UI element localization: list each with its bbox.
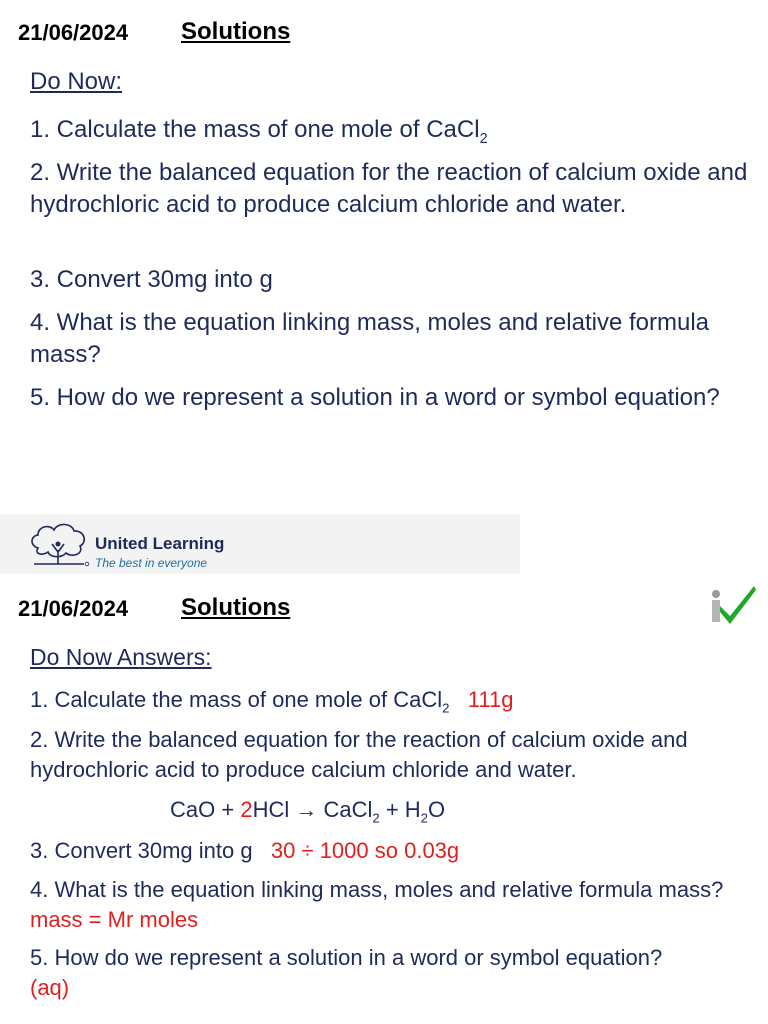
question-5: 5. How do we represent a solution in a word or symbol equation?	[30, 384, 720, 411]
slide2-title: Solutions	[181, 594, 291, 621]
question-1	[30, 114, 750, 146]
logo-name: United Learning	[95, 534, 225, 553]
slide1-date: 21/06/2024	[18, 20, 129, 45]
slide2-date: 21/06/2024	[18, 596, 129, 621]
answer-4-value: mass = Mr moles	[30, 907, 199, 932]
equation-subscript-2: 2	[420, 810, 429, 826]
checkmark-icon	[706, 582, 758, 626]
question-1-subscript: 2	[479, 130, 488, 147]
logo-strip	[0, 514, 520, 574]
answer-5-text: 5. How do we represent a solution in a word or symbol equation?	[30, 945, 663, 970]
answer-5	[30, 943, 670, 1003]
answer-1-text: 1. Calculate the mass of one mole of CaCl	[30, 687, 443, 712]
logo-tagline: The best in everyone	[95, 556, 208, 570]
tree-logo-icon	[28, 520, 92, 572]
equation-h: + H	[379, 797, 421, 822]
answer-3-value: 30 ÷ 1000 so 0.03g	[270, 838, 460, 863]
answer-3-text: 3. Convert 30mg into g	[30, 838, 253, 863]
answers-heading: Do Now Answers:	[30, 644, 212, 670]
slide1-title: Solutions	[181, 18, 291, 45]
question-2: 2. Write the balanced equation for the reaction of calcium oxide and hydrochloric acid to produce calcium chloride and water.	[30, 159, 748, 218]
question-3: 3. Convert 30mg into g	[30, 266, 273, 293]
answer-1-subscript: 2	[442, 700, 450, 716]
equation-coefficient: 2	[240, 797, 253, 822]
equation-cao: CaO +	[170, 797, 241, 822]
answer-4-text: 4. What is the equation linking mass, moles and relative formula mass?	[30, 877, 724, 902]
equation-o: O	[428, 797, 446, 822]
answer-1-value: 111g	[467, 687, 514, 712]
question-1-text: 1. Calculate the mass of one mole of CaCl	[30, 116, 480, 143]
balanced-equation	[170, 795, 445, 825]
do-now-heading: Do Now:	[30, 68, 123, 95]
equation-subscript-1: 2	[372, 810, 380, 826]
answer-4	[30, 875, 745, 935]
answer-3	[30, 836, 750, 866]
answer-2: 2. Write the balanced equation for the reaction of calcium oxide and hydrochloric acid to produce calcium chloride and water.	[30, 727, 688, 782]
question-4: 4. What is the equation linking mass, moles and relative formula mass?	[30, 309, 709, 368]
answer-1	[30, 685, 750, 715]
answer-5-value: (aq)	[30, 975, 70, 1000]
equation-hcl: HCl → CaCl	[252, 797, 373, 822]
